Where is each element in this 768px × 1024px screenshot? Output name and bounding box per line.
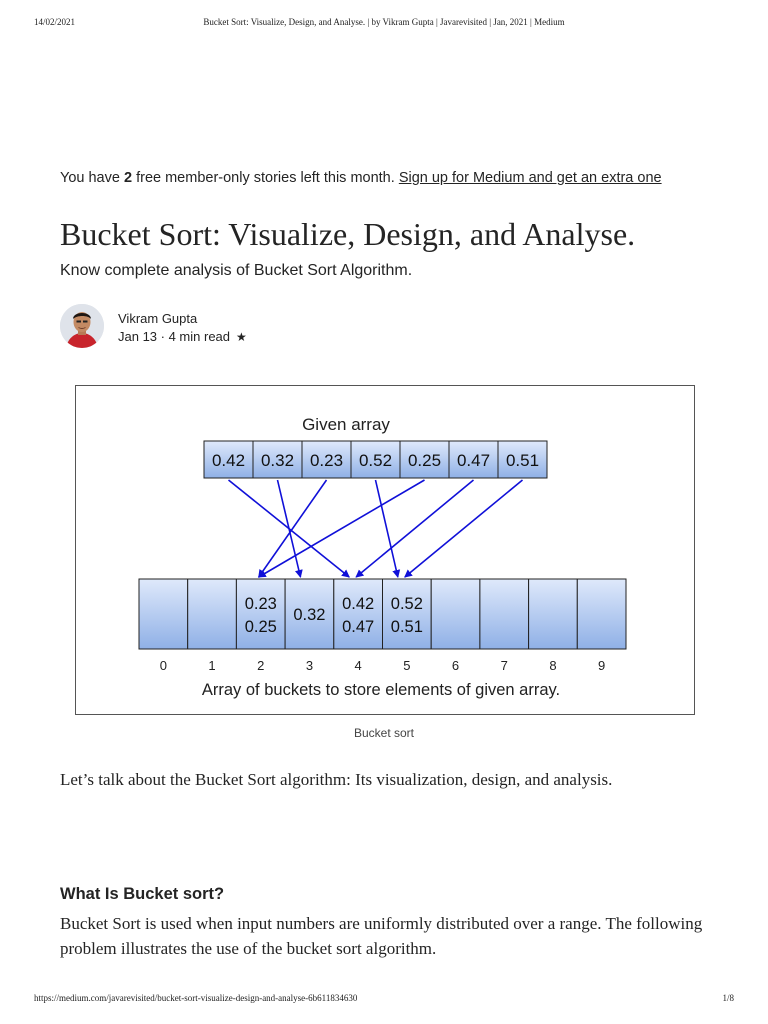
article-meta bbox=[118, 329, 247, 344]
figure-caption: Bucket sort bbox=[353, 726, 415, 740]
bucket-value: 0.32 bbox=[293, 606, 326, 624]
mapping-arrow bbox=[259, 480, 425, 577]
bucket-cell bbox=[383, 579, 432, 649]
mapping-arrow bbox=[259, 480, 327, 577]
bucket-index: 0 bbox=[159, 658, 167, 673]
bucket-index: 1 bbox=[208, 658, 216, 673]
bucket-cell bbox=[480, 579, 529, 649]
print-page-number: 1/8 bbox=[722, 993, 734, 1003]
given-array-label: Given array bbox=[302, 415, 390, 434]
mapping-arrow bbox=[405, 480, 523, 577]
bucket-value: 0.42 bbox=[342, 595, 375, 613]
bucket-index: 9 bbox=[598, 658, 606, 673]
bucket-cell bbox=[139, 579, 188, 649]
bucket-cell bbox=[334, 579, 383, 649]
print-doc-title: Bucket Sort: Visualize, Design, and Analyse. | by Vikram Gupta | Javarevisited | Jan, 2021 | Medium bbox=[203, 17, 565, 27]
given-value: 0.52 bbox=[358, 451, 393, 470]
given-value: 0.51 bbox=[505, 451, 540, 470]
bucket-cell bbox=[236, 579, 285, 649]
given-value: 0.25 bbox=[407, 451, 442, 470]
bucket-index: 2 bbox=[257, 658, 265, 673]
given-value: 0.47 bbox=[456, 451, 491, 470]
bucket-index: 6 bbox=[451, 658, 460, 673]
print-url: https://medium.com/javarevisited/bucket-sort-visualize-design-and-analyse-6b611834630 bbox=[34, 993, 358, 1003]
bucket-sort-figure bbox=[75, 385, 695, 715]
bucket-cell bbox=[431, 579, 480, 649]
bucket-cell bbox=[188, 579, 237, 649]
bucket-index: 7 bbox=[500, 658, 508, 673]
article-title: Bucket Sort: Visualize, Design, and Analyse. bbox=[60, 216, 636, 252]
notice-count: 2 bbox=[123, 170, 133, 186]
mapping-arrow bbox=[278, 480, 301, 577]
author-avatar[interactable] bbox=[60, 304, 104, 348]
article-subtitle: Know complete analysis of Bucket Sort Algorithm. bbox=[60, 262, 413, 279]
section-heading: What Is Bucket sort? bbox=[60, 885, 225, 903]
bucket-index: 4 bbox=[354, 658, 362, 673]
notice-prefix: You have bbox=[60, 170, 120, 186]
publish-date-read-time: Jan 13 · 4 min read bbox=[118, 329, 231, 344]
print-header bbox=[0, 17, 768, 31]
bucket-array-label: Array of buckets to store elements of given array. bbox=[201, 681, 561, 699]
bucket-value: 0.23 bbox=[244, 595, 277, 613]
bucket-cell bbox=[529, 579, 578, 649]
section-paragraph: Bucket Sort is used when input numbers are uniformly distributed over a range. The following problem illustrates the use of the bucket sort algorithm. bbox=[60, 914, 703, 958]
given-value: 0.23 bbox=[309, 451, 344, 470]
bucket-index: 3 bbox=[305, 658, 314, 673]
print-footer bbox=[0, 993, 768, 1007]
signup-link[interactable]: Sign up for Medium and get an extra one bbox=[398, 170, 662, 186]
bucket-sort-diagram bbox=[76, 386, 696, 716]
bucket-value: 0.25 bbox=[244, 618, 277, 636]
given-value: 0.42 bbox=[211, 451, 246, 470]
bucket-value: 0.47 bbox=[342, 618, 375, 636]
author-name[interactable]: Vikram Gupta bbox=[118, 311, 198, 326]
bucket-cell bbox=[577, 579, 626, 649]
mapping-arrow bbox=[356, 480, 473, 577]
mapping-arrow bbox=[376, 480, 398, 577]
print-date: 14/02/2021 bbox=[34, 17, 76, 27]
intro-paragraph: Let’s talk about the Bucket Sort algorithm: Its visualization, design, and analysis. bbox=[60, 770, 613, 789]
member-stories-notice bbox=[60, 170, 720, 186]
given-value: 0.32 bbox=[260, 451, 295, 470]
bucket-index: 5 bbox=[403, 658, 411, 673]
notice-suffix: free member-only stories left this month. bbox=[136, 170, 395, 186]
bucket-index: 8 bbox=[549, 658, 557, 673]
star-icon: ★ bbox=[236, 330, 247, 344]
bucket-value: 0.51 bbox=[390, 618, 423, 636]
bucket-value: 0.52 bbox=[390, 595, 423, 613]
